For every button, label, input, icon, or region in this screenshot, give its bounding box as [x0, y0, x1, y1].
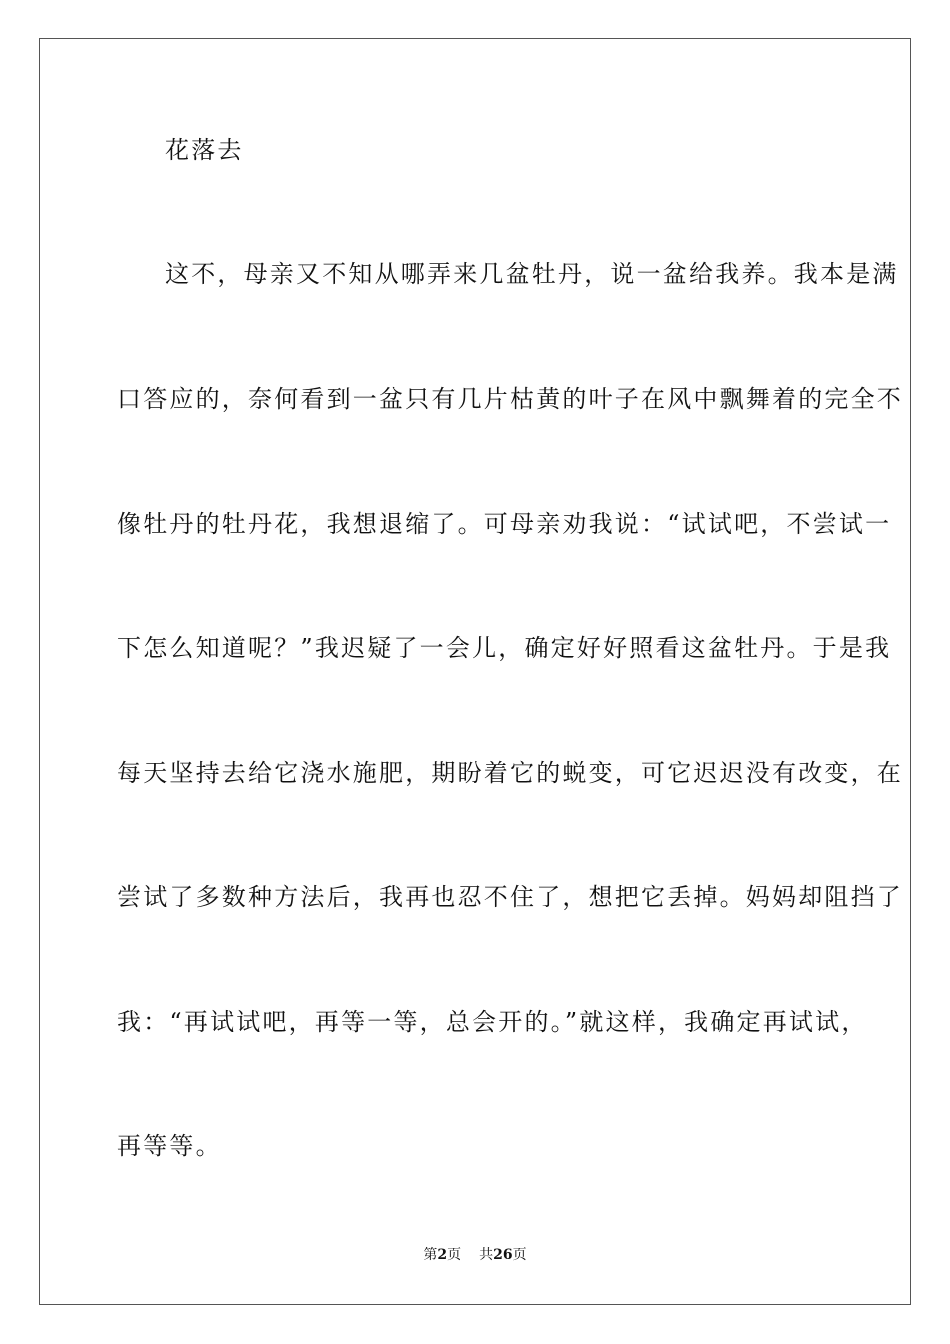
page-border — [39, 38, 911, 1305]
page-footer — [0, 1245, 950, 1265]
total-suffix: 页 — [512, 1247, 527, 1263]
text-line-6: 每天坚持去给它浇水施肥，期盼着它的蜕变，可它迟迟没有改变，在 — [117, 759, 903, 787]
page-number: 2 — [437, 1247, 448, 1263]
text-line-2: 这不，母亲又不知从哪弄来几盆牡丹，说一盆给我养。我本是满 — [165, 260, 899, 288]
page-suffix: 页 — [447, 1247, 462, 1263]
text-line-1: 花落去 — [165, 136, 244, 164]
total-prefix: 共 — [479, 1247, 494, 1263]
text-line-7: 尝试了多数种方法后，我再也忍不住了，想把它丢掉。妈妈却阻挡了 — [117, 883, 903, 911]
total-pages: 26 — [493, 1247, 513, 1263]
text-line-5: 下怎么知道呢？”我迟疑了一会儿，确定好好照看这盆牡丹。于是我 — [117, 634, 892, 662]
text-line-8: 我：“再试试吧，再等一等，总会开的。”就这样，我确定再试试， — [117, 1008, 868, 1036]
text-line-9: 再等等。 — [117, 1132, 222, 1160]
text-line-4: 像牡丹的牡丹花，我想退缩了。可母亲劝我说：“试试吧，不尝试一 — [117, 510, 892, 538]
page-prefix: 第 — [423, 1247, 438, 1263]
text-line-3: 口答应的，奈何看到一盆只有几片枯黄的叶子在风中飘舞着的完全不 — [117, 385, 903, 413]
